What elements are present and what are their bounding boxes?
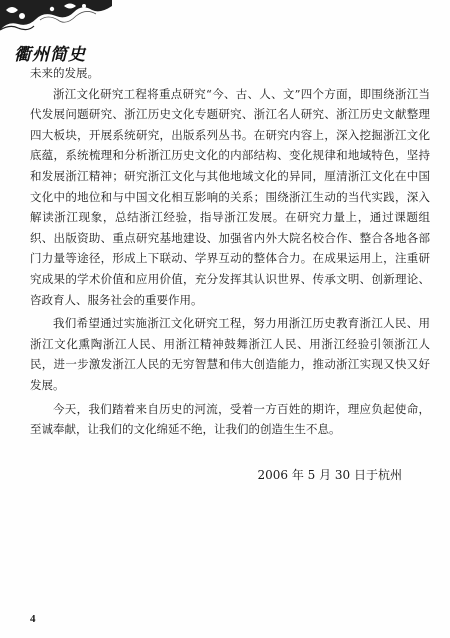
page-number: 4 bbox=[30, 613, 36, 625]
book-title: 衢州简史 bbox=[14, 45, 86, 65]
paragraph: 未来的发展。 bbox=[30, 66, 99, 80]
paragraph: 今天，我们踏着来自历史的河流，受着一方百姓的期许，理应负起使命，至诚奉献，让我们的文化绵延不绝，让我们的创造生生不息。 bbox=[30, 401, 430, 437]
paragraph: 浙江文化研究工程将重点研究“今、古、人、文”四个方面，即围绕浙江当代发展问题研究、浙江历史文化专题研究、浙江名人研究、浙江历史文献整理四大板块，开展系统研究，出版系列丛书。在研究内容上，深入挖掘浙江文化底蕴，系统梳理和分析浙江历史文化的内部结构、变化规律和地域特色，坚持和发展浙江精神；研究浙江文化与其他地域文化的异同，厘清浙江文化在中国文化中的地位和与中国文化相互影响的关系；围绕浙江生动的当代实践，深入解读浙江现象，总结浙江经验，指导浙江发展。在研究力量上，通过课题组织、出版资助、重点研究基地建设、加强省内外大院名校合作、整合各地各部门力量等途径，形成上下联动、学界互动的整体合力。在成果运用上，注重研究成果的学术价值和应用价值，充分发挥其认识世界、传承文明、创新理论、咨政育人、服务社会的重要作用。 bbox=[30, 86, 430, 307]
paragraph: 我们希望通过实施浙江文化研究工程，努力用浙江历史教育浙江人民、用浙江文化熏陶浙江人民、用浙江精神鼓舞浙江人民、用浙江经验引领浙江人民，进一步激发浙江人民的无穷智慧和伟大创造能力，推动浙江实现又快又好发展。 bbox=[30, 316, 430, 392]
body-text bbox=[30, 63, 430, 440]
date-signature: 2006 年 5 月 30 日于杭州 bbox=[257, 468, 402, 482]
